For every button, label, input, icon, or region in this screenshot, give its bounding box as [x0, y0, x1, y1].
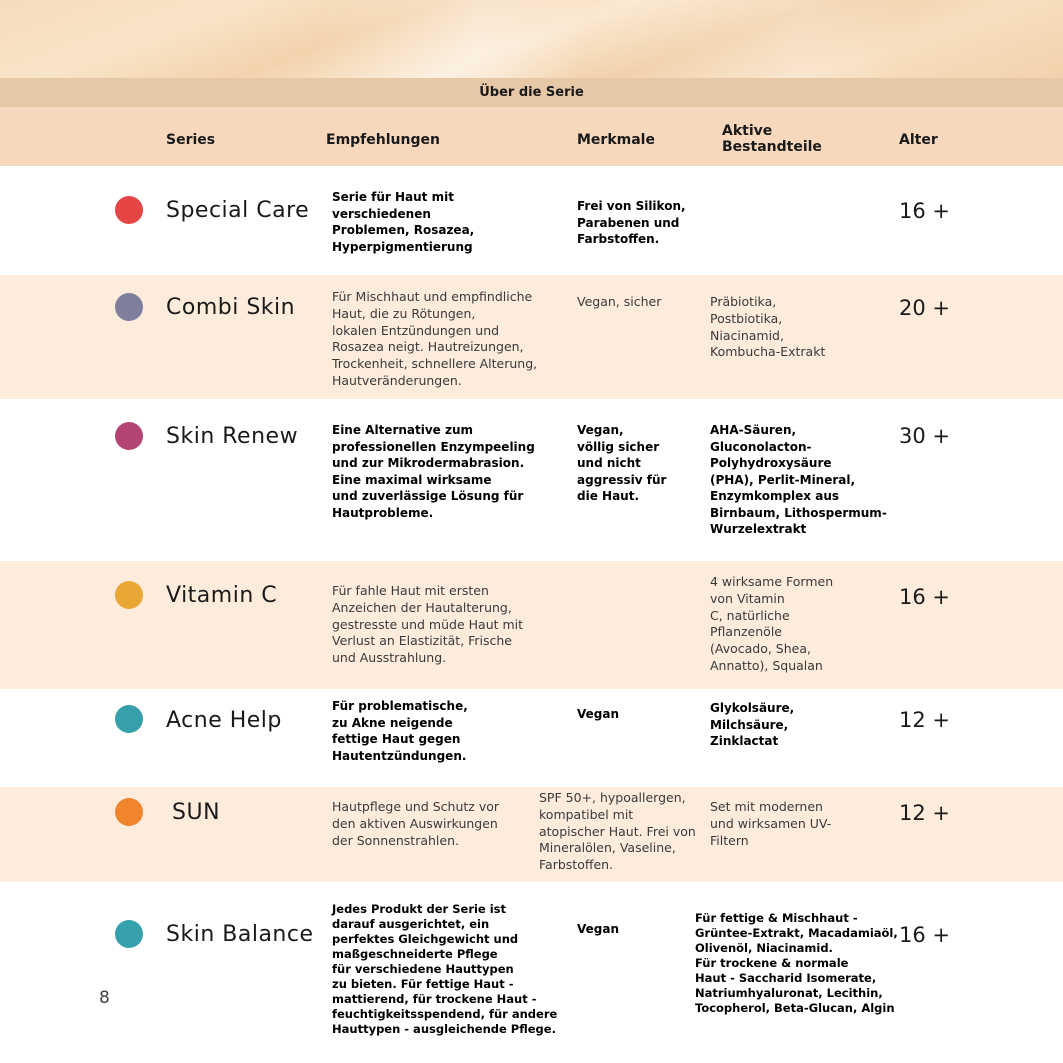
- age-value: 20 +: [899, 296, 950, 320]
- recommendations-text: Für Mischhaut und empfindliche Haut, die zu Rötungen, lokalen Entzündungen und Rosazea neigt. Hautreizungen, Trockenheit, schnellere Alterung, Hautveränderungen.: [332, 289, 538, 388]
- series-name: Acne Help: [166, 708, 282, 733]
- recommendations-text: Für problematische, zu Akne neigende fettige Haut gegen Hautentzündungen.: [332, 699, 468, 763]
- features-text: Vegan: [577, 922, 619, 936]
- recommendations-text: Serie für Haut mit verschiedenen Problemen, Rosazea, Hyperpigmentierung: [332, 190, 475, 254]
- age-value: 12 +: [899, 708, 950, 732]
- recommendations-text: Für fahle Haut mit ersten Anzeichen der Hautalterung, gestresste und müde Haut mit Verlust an Elastizität, Frische und Ausstrahlung.: [332, 583, 524, 666]
- recommendations-text: Hautpflege und Schutz vor den aktiven Auswirkungen der Sonnenstrahlen.: [332, 799, 500, 848]
- series-name: Skin Renew: [166, 424, 299, 449]
- series-color-dot: [115, 920, 143, 948]
- recommendations-text: Jedes Produkt der Serie ist darauf ausgerichtet, ein perfektes Gleichgewicht und maßgeschneiderte Pflege für verschiedene Hauttypen zu bieten. Für fettige Haut - mattierend, für trockene Haut - feuchtigkeitsspendend, für andere Hauttypen - ausgleichende Pflege.: [332, 902, 558, 1036]
- series-name: SUN: [172, 800, 221, 825]
- section-title: Über die Serie: [0, 78, 1063, 107]
- series-color-dot: [115, 196, 143, 224]
- page-number: 8: [99, 988, 110, 1008]
- series-color-dot: [115, 422, 143, 450]
- header-image-banner: [0, 0, 1063, 78]
- ingredients-text: Set mit modernen und wirksamen UV- Filtern: [710, 799, 832, 848]
- table-row: [0, 689, 1063, 787]
- age-value: 12 +: [899, 801, 950, 825]
- features-text: Vegan: [577, 707, 619, 721]
- series-name: Combi Skin: [166, 295, 296, 320]
- age-value: 30 +: [899, 424, 950, 448]
- ingredients-text: Präbiotika, Postbiotika, Niacinamid, Kombucha-Extrakt: [710, 294, 826, 360]
- features-text: Frei von Silikon, Parabenen und Farbstoffen.: [577, 199, 686, 246]
- table-row: [0, 166, 1063, 275]
- features-text: Vegan, völlig sicher und nicht aggressiv für die Haut.: [577, 423, 667, 503]
- table-row: [0, 787, 1063, 882]
- series-name: Vitamin C: [166, 583, 278, 608]
- ingredients-text: AHA-Säuren, Gluconolacton- Polyhydroxysäure (PHA), Perlit-Mineral, Enzymkomplex aus Birnbaum, Lithospermum- Wurzelextrakt: [710, 423, 887, 536]
- features-text: Vegan, sicher: [577, 294, 662, 309]
- age-value: 16 +: [899, 585, 950, 609]
- series-color-dot: [115, 293, 143, 321]
- column-header-recommendations: Empfehlungen: [326, 132, 440, 148]
- ingredients-text: Glykolsäure, Milchsäure, Zinklactat: [710, 701, 795, 748]
- age-value: 16 +: [899, 923, 950, 947]
- table-row: [0, 275, 1063, 399]
- age-value: 16 +: [899, 199, 950, 223]
- series-name: Special Care: [166, 198, 310, 223]
- column-header-features: Merkmale: [577, 132, 655, 148]
- table-header: [0, 107, 1063, 166]
- column-header-series: Series: [166, 132, 216, 148]
- column-header-age: Alter: [899, 132, 938, 148]
- table-row: [0, 882, 1063, 1063]
- table-row: [0, 561, 1063, 689]
- series-color-dot: [115, 705, 143, 733]
- series-name: Skin Balance: [166, 922, 314, 947]
- table-row: [0, 399, 1063, 561]
- series-color-dot: [115, 581, 143, 609]
- features-text: SPF 50+, hypoallergen, kompatibel mit atopischer Haut. Frei von Mineralölen, Vaseline, Farbstoffen.: [539, 790, 696, 873]
- ingredients-text: Für fettige & Mischhaut - Grüntee-Extrakt, Macadamiaöl, Olivenöl, Niacinamid. Für trockene & normale Haut - Saccharid Isomerate, Natriumhyaluronat, Lecithin, Tocopherol, Beta-Glucan, Algin: [695, 911, 898, 1015]
- column-header-ingredients: Aktive Bestandteile: [722, 123, 822, 155]
- series-color-dot: [115, 798, 143, 826]
- ingredients-text: 4 wirksame Formen von Vitamin C, natürliche Pflanzenöle (Avocado, Shea, Annatto), Squalan: [710, 574, 834, 673]
- recommendations-text: Eine Alternative zum professionellen Enzympeeling und zur Mikrodermabrasion. Eine maximal wirksame und zuverlässige Lösung für Hautprobleme.: [332, 423, 535, 520]
